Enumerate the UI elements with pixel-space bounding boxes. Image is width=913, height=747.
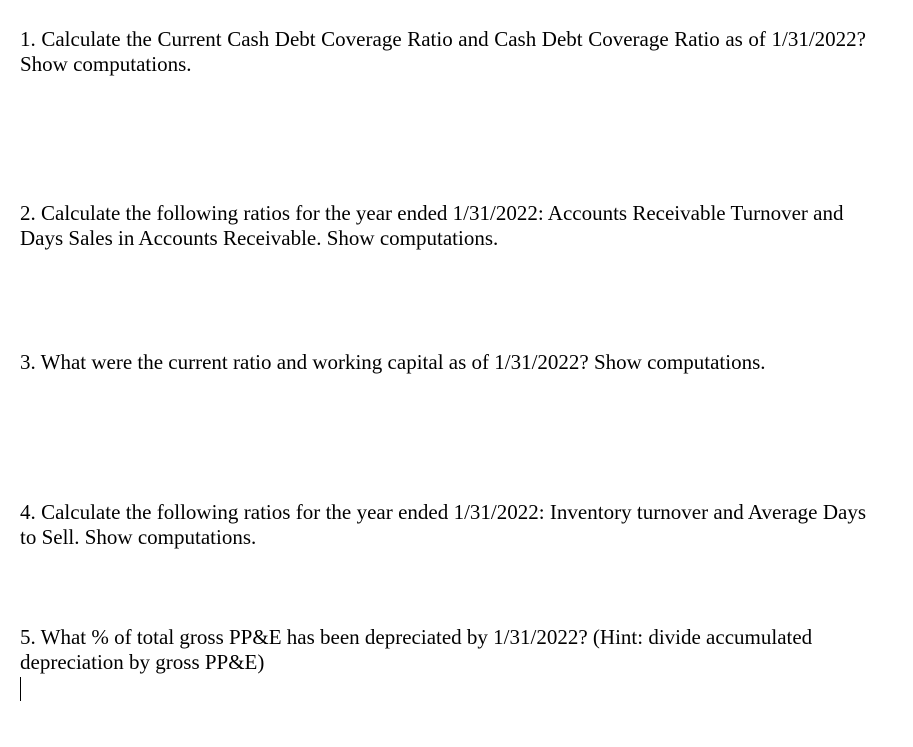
- text-cursor[interactable]: [20, 677, 21, 701]
- question-3: 3. What were the current ratio and working capital as of 1/31/2022? Show computations.: [20, 350, 766, 374]
- question-2: 2. Calculate the following ratios for the year ended 1/31/2022: Accounts Receivable Turnover and Days Sales in Accounts Receivable. Show computations.: [20, 201, 844, 250]
- question-1: 1. Calculate the Current Cash Debt Coverage Ratio and Cash Debt Coverage Ratio as of 1/31/2022? Show computations.: [20, 27, 866, 76]
- question-4: 4. Calculate the following ratios for the year ended 1/31/2022: Inventory turnover and Average Days to Sell. Show computations.: [20, 500, 866, 549]
- question-5: 5. What % of total gross PP&E has been depreciated by 1/31/2022? (Hint: divide accumulated depreciation by gross PP&E): [20, 625, 813, 674]
